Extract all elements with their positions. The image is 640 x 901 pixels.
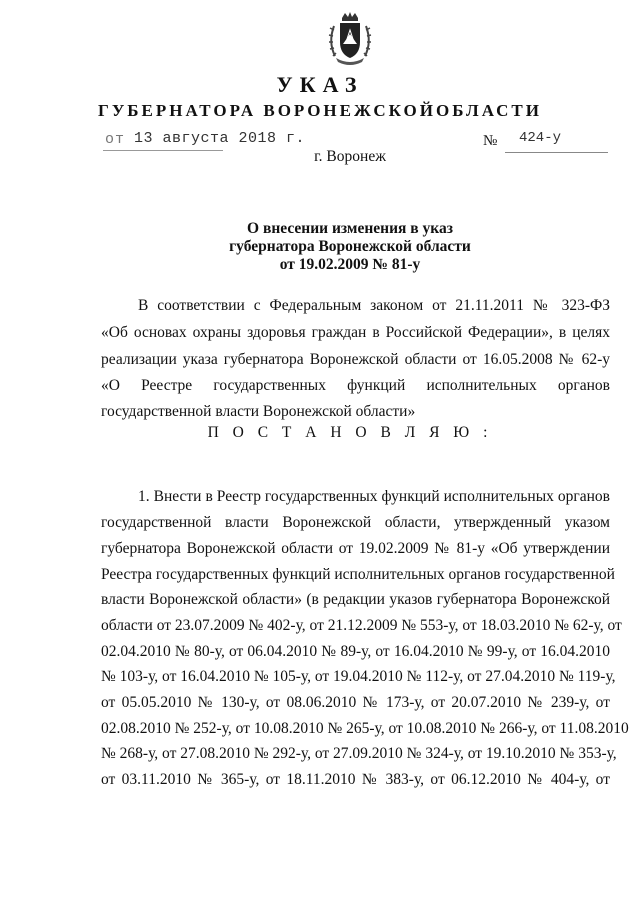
item1-line: государственной власти Воронежской области, утвержденный указом — [101, 514, 610, 531]
item1-line: от 05.05.2010 № 130-у, от 08.06.2010 № 173-у, от 20.07.2010 № 239-у, от — [101, 694, 610, 711]
date-prefix: от — [105, 131, 126, 148]
item1-line: губернатора Воронежской области от 19.02.2009 № 81-у «Об утверждении — [101, 540, 610, 557]
item1-line: № 268-у, от 27.08.2010 № 292-у, от 27.09.2010 № 324-у, от 19.10.2010 № 353-у, — [101, 745, 617, 762]
city: г. Воронеж — [314, 148, 386, 165]
preamble-line: государственной власти Воронежской области» — [101, 403, 416, 420]
preamble-line: В соответствии с Федеральным законом от 21.11.2011 № 323-ФЗ — [138, 297, 610, 314]
decree-word: П О С Т А Н О В Л Я Ю : — [207, 424, 493, 441]
heading-line: губернатора Воронежской области — [229, 238, 471, 255]
document-number: 424-у — [519, 130, 562, 146]
heading-line: от 19.02.2009 № 81-у — [279, 256, 421, 273]
item1-line: области от 23.07.2009 № 402-у, от 21.12.2009 № 553-у, от 18.03.2010 № 62-у, от — [101, 617, 622, 634]
preamble-line: «О Реестре государственных функций исполнительных органов — [101, 377, 610, 394]
item1-line: от 03.11.2010 № 365-у, от 18.11.2010 № 383-у, от 06.12.2010 № 404-у, от — [101, 771, 610, 788]
preamble-line: «Об основах охраны здоровья граждан в Российской Федерации», в целях — [101, 324, 610, 341]
heading-line: О внесении изменения в указ — [247, 220, 453, 237]
coat-of-arms-icon — [326, 12, 374, 68]
item1-line: власти Воронежской области» (в редакции указов губернатора Воронежской — [101, 591, 610, 608]
document-heading — [150, 220, 550, 274]
document-title: УКАЗ — [276, 72, 364, 97]
item1-line: 02.04.2010 № 80-у, от 06.04.2010 № 89-у, от 16.04.2010 № 99-у, от 16.04.2010 — [101, 643, 610, 660]
item1-line: 02.08.2010 № 252-у, от 10.08.2010 № 265-у, от 10.08.2010 № 266-у, от 11.08.2010 — [101, 720, 629, 737]
number-sign: № — [483, 133, 498, 149]
preamble-line: реализации указа губернатора Воронежской области от 16.05.2008 № 62-у — [101, 351, 610, 368]
item1-line: 1. Внести в Реестр государственных функций исполнительных органов — [138, 488, 610, 505]
document-date: 13 августа 2018 г. — [134, 130, 306, 147]
document-subtitle: ГУБЕРНАТОРА ВОРОНЕЖСКОЙОБЛАСТИ — [98, 101, 542, 120]
item1-line: Реестра государственных функций исполнительных органов государственной — [101, 566, 615, 583]
item1-line: № 103-у, от 16.04.2010 № 105-у, от 19.04.2010 № 112-у, от 27.04.2010 № 119-у, — [101, 668, 616, 685]
